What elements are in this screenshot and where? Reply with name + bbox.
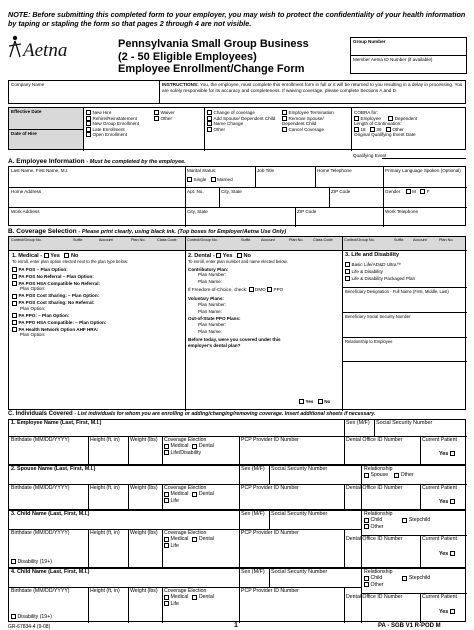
logo-text: Aetna [23,40,68,61]
child1-rel-other-option[interactable]: Other [364,524,430,530]
qualifying-event-label: Qualifying Event [353,153,387,158]
apt-field[interactable]: Apt. No. [187,189,204,194]
spouse-ssn-field[interactable]: Social Security Number [271,466,328,472]
employee-current-yes[interactable]: Yes [439,451,456,457]
employee-name-c-field[interactable]: 1. Employee Name (Last, First, M.I.) [11,420,102,426]
ppo-option[interactable]: PPO [267,287,283,292]
use-head-suffix-3: Suffix [394,238,404,242]
single-option[interactable]: Single [187,177,206,182]
spouse-relationship-label: Relationship [364,466,393,472]
job-title-field[interactable]: Job Title [257,168,275,173]
out-of-state-plan-name[interactable]: Plan Name: [198,328,223,334]
pa-ppo-hsa-option[interactable]: PA PPO HSA Compatible: – Plan Option: [12,320,182,326]
child2-relationship [364,570,430,588]
child1-individual-block [8,510,466,568]
coverage-selection-grid [8,236,466,410]
title-line-1: Pennsylvania Small Group Business [118,38,309,50]
spouse-weight-field[interactable]: Weight (lbs) [130,485,158,491]
gender-f-option[interactable]: F [420,189,429,194]
child2-dental-office-field[interactable]: Dental Office ID Number [346,594,403,600]
change-coverage-option[interactable]: Change of coverage [207,110,277,116]
employee-dental-option[interactable]: Dental [192,443,214,449]
use-head-group-2: Control/Group No. [187,238,218,242]
work-zip-field[interactable]: ZIP Code [297,209,317,214]
dmo-option[interactable]: DMO [249,287,266,292]
child1-rel-child-option[interactable]: Child [364,517,382,523]
child1-name-field[interactable]: 3. Child Name (Last, First, M.I.) [11,511,90,517]
employee-current-patient-label: Current Patient [422,437,457,443]
length-36-option[interactable]: 36 [370,127,382,132]
termination-option[interactable]: Employee Termination [282,110,342,116]
medical-yes-option[interactable]: Yes [44,253,60,259]
cobra-employee-option[interactable]: Employee [354,116,381,121]
home-zip-field[interactable]: ZIP Code [331,189,351,194]
dental-label: 2. Dental - [188,252,215,259]
language-field[interactable]: Primary Language Spoken (Optional) [385,168,461,173]
name-change-option[interactable]: Name Change [207,121,277,127]
section-b-heading [8,228,286,235]
medical-block [12,253,182,338]
child2-coverage-election [164,589,214,607]
employee-medical-option[interactable]: Medical [164,443,188,449]
spouse-sex-field[interactable]: Sex (M/F) [241,466,265,472]
child1-rel-stepchild-option[interactable]: Stepchild [402,517,430,523]
gender-m-option[interactable]: M [406,189,416,194]
child1-dental-option[interactable]: Dental [192,536,214,542]
length-18-option[interactable]: 18 [354,127,366,132]
use-head-plan-3: Plan No. [439,238,454,242]
use-head-account-1: Account [99,238,113,242]
section-c-subtitle: - List individuals for whom you are enrolling or adding/changing/removing coverage. Insert additional sheets if necessary. [74,411,376,417]
child2-individual-block [8,568,466,622]
spouse-dental-office-field[interactable]: Dental Office ID Number [346,485,403,491]
spouse-birthdate-field[interactable]: Birthdate (MM/DD/YYYY) [11,485,70,491]
cobra-block [354,110,464,138]
spouse-rel-spouse-option[interactable]: Spouse [364,472,388,478]
use-head-account-2: Account [261,238,275,242]
spouse-coverage-election [164,486,214,504]
company-name-label: Company Name [11,82,45,87]
contributory-plan-number[interactable]: Plan Number: [198,272,227,278]
use-head-account-3: Account [413,238,427,242]
remove-spouse-option[interactable]: Remove Spouse/ Dependent Child [282,115,324,126]
date-of-hire-label: Date of Hire [11,131,37,136]
child1-life-option[interactable]: Life [164,543,214,549]
child1-pcp-field[interactable]: PCP Provider ID Number [241,530,299,536]
aetna-figure-icon [8,35,22,59]
pa-health-network-option[interactable]: PA Health Network Option AHF HRA: [12,327,182,333]
new-group-option[interactable]: New Group Enrollment [86,121,139,127]
child1-ssn-field[interactable]: Social Security Number [271,511,328,517]
dental-no-option[interactable]: No [237,253,251,259]
employee-weight-field[interactable]: Weight (lbs) [130,437,158,443]
pa-pos-cost-sharing-nr-plan: Plan Option: [20,305,46,311]
marital-status [187,168,233,182]
section-b-title: B. Coverage Selection [8,228,77,235]
employee-info-grid [8,166,466,226]
child1-disability-option[interactable]: Disability (19+) [11,559,52,565]
spouse-medical-option[interactable]: Medical [164,491,188,497]
employee-sex-field[interactable]: Sex (M/F) [346,420,370,426]
child1-weight-field[interactable]: Weight (lbs) [130,530,158,536]
spouse-relationship [364,467,414,479]
spouse-life-option[interactable]: Life [164,498,214,504]
out-of-state-plan-number[interactable]: Plan Number: [198,321,227,327]
spouse-height-field[interactable]: Height (ft, in) [90,485,120,491]
spouse-dental-option[interactable]: Dental [192,491,214,497]
event-col-3 [207,110,277,132]
rehire-option[interactable]: Rehire/Reinstatement [86,116,139,122]
child2-life-option[interactable]: Life [164,601,214,607]
covered-before-question: Before today, were you covered under this employer's dental plan? [188,337,281,348]
out-of-state-label: Out-of-State PPO Plans: [188,316,241,322]
employee-life-option[interactable]: Life/Disability [164,450,214,456]
child1-relationship-label: Relationship [364,511,393,517]
spouse-current-yes[interactable]: Yes [439,499,456,505]
form-code: PA - SGB V1 R-POD M [378,623,441,629]
work-address-field[interactable]: Work Address [11,209,40,214]
employee-height-field[interactable]: Height (ft, in) [90,437,120,443]
contributory-plan-label: Contributory Plan: [188,266,229,272]
freedom-of-choice: If Freedom-of-Choice, check: DMO PPO [188,286,284,292]
member-id-field[interactable] [351,56,466,63]
pa-health-network-plan: Plan Option: [20,332,46,338]
work-city-state-field[interactable]: City, State [187,209,208,214]
section-a-title: A. Employee Information [8,158,85,165]
spouse-pcp-field[interactable]: PCP Provider ID Number [241,485,299,491]
child1-sex-field[interactable]: Sex (M/F) [241,511,265,517]
spouse-individual-block [8,465,466,510]
other-option[interactable]: Other [154,116,175,122]
medical-label: 1. Medical - [12,252,43,259]
dental-help: To enroll, enter plan number and name elected below. [188,259,288,265]
gender-field: Gender M F [385,189,430,194]
event-section [8,107,466,150]
child2-height-field[interactable]: Height (ft, in) [90,588,120,594]
child1-relationship [364,512,430,530]
instructions [162,82,464,93]
dental-yes-option[interactable]: Yes [216,253,232,259]
child2-name-field[interactable]: 4. Child Name (Last, First, M.I.) [11,569,90,575]
spouse-current-patient-label: Current Patient [422,485,457,491]
child2-birthdate-field[interactable]: Birthdate (MM/DD/YYYY) [11,588,70,594]
employee-coverage-election [164,438,214,456]
use-head-plan-2: Plan No. [289,238,304,242]
covered-before-answers [299,399,330,405]
employee-ssn-field[interactable]: Social Security Number [376,420,433,426]
child2-dental-option[interactable]: Dental [192,594,214,600]
employee-individual-block [8,419,466,465]
beneficiary-ssn-field[interactable]: Beneficiary Social Security Number [345,314,411,319]
child2-weight-field[interactable]: Weight (lbs) [130,588,158,594]
original-event-date-label: Original Qualifying Event Date [354,132,416,137]
child2-current-patient-label: Current Patient [422,594,457,600]
marital-label: Marital Status: [187,168,217,173]
child1-dental-office-field[interactable]: Dental Office ID Number [346,536,403,542]
instructions-text: You, the employee, must complete this enrollment form in full or it will be returned to you resulting in a delay in processing. You are solely responsible for its accuracy and completeness. If waiving coverage, please complete Sections A and D. [162,82,463,93]
length-continuation-label: Length of Continuation: [354,121,402,126]
pa-pos-hsa-plan-option: Plan Option: [20,286,46,292]
covered-no-option[interactable]: No [318,399,331,404]
medical-help: To enroll, enter plan option elected next to the plan type below: [12,259,129,265]
section-a-subtitle: - Must be completed by the employee. [86,159,186,165]
aetna-logo [10,40,67,62]
employee-pcp-field[interactable]: PCP Provider ID Number [241,437,299,443]
voluntary-plan-name[interactable]: Plan Name: [198,308,223,314]
use-head-suffix-1: Suffix [73,238,83,242]
use-head-plan-1: Plan No. [131,238,146,242]
child1-birthdate-field[interactable]: Birthdate (MM/DD/YYYY) [11,530,70,536]
child1-medical-option[interactable]: Medical [164,536,188,542]
length-other-option[interactable]: Other [386,127,404,132]
child2-current-yes[interactable]: Yes [439,609,456,615]
event-col-4 [282,110,342,132]
open-enrollment-option[interactable]: Open Enrollment [86,132,139,138]
child1-height-field[interactable]: Height (ft, in) [90,530,120,536]
child1-coverage-label: Coverage Election [164,530,207,536]
other-change-option[interactable]: Other [207,127,277,133]
married-option[interactable]: Married [211,177,233,182]
title-line-2: (2 - 50 Eligible Employees) [118,50,257,63]
instructions-heading: INSTRUCTIONS: [162,82,199,87]
use-head-group-1: Control/Group No. [11,238,42,242]
dental-block [188,253,340,348]
cobra-dependent-option[interactable]: Dependent [388,116,417,121]
voluntary-plan-number[interactable]: Plan Number: [198,301,227,307]
group-number-box [350,37,467,74]
life-packaged-option[interactable]: Life & Disability Packaged Plan [345,276,465,282]
home-phone-field[interactable]: Home Telephone [317,168,352,173]
child2-pcp-field[interactable]: PCP Provider ID Number [241,588,299,594]
cancel-coverage-option[interactable]: Cancel Coverage [282,127,342,133]
section-c-heading [8,411,375,417]
child2-rel-stepchild-option[interactable]: Stepchild [402,575,430,581]
use-head-suffix-2: Suffix [241,238,251,242]
add-spouse-option[interactable]: Add Spouse/ Dependent Child [207,116,277,122]
work-phone-field[interactable]: Work Telephone [385,209,419,214]
child2-sex-field[interactable]: Sex (M/F) [241,569,265,575]
employee-coverage-label: Coverage Election [164,437,207,443]
group-number-field[interactable] [351,38,466,56]
company-row [8,80,466,104]
section-b-subtitle: - Please print clearly, using black ink. (Top boxes for Employer/Aetna Use Only) [78,229,287,235]
title-line-3: Employee Enrollment/Change Form [118,63,305,75]
child2-coverage-label: Coverage Election [164,588,207,594]
child1-current-yes[interactable]: Yes [439,551,456,557]
pa-pos-option[interactable]: PA POS – Plan Option: [12,267,182,273]
child1-coverage-election [164,531,214,549]
covered-yes-option[interactable]: Yes [299,399,313,404]
use-head-class-2: Class Code [313,238,333,242]
pa-ppo-option[interactable]: PA PPO: – Plan Option: [12,313,182,319]
pa-pos-no-referral-option[interactable]: PA POS No Referral – Plan Option: [12,274,182,280]
group-number-label: Group Number [353,39,386,44]
voluntary-plans-label: Voluntary Plans: [188,296,224,302]
child2-ssn-field[interactable]: Social Security Number [271,569,328,575]
spouse-name-field[interactable]: 2. Spouse Name (Last, First, M.I.) [11,466,96,472]
home-city-state-field[interactable]: City, State [221,189,242,194]
employee-name-field[interactable]: Last Name, First Name, M.I. [11,168,69,173]
life-block [345,253,465,281]
new-hire-option[interactable]: New Hire [86,110,139,116]
pa-pos-cost-sharing-option[interactable]: PA POS Cost Sharing: – Plan Option: [12,293,182,299]
child2-medical-option[interactable]: Medical [164,594,188,600]
section-a-heading [8,158,186,165]
use-head-group-3: Control/Group No. [344,238,375,242]
beneficiary-name-field[interactable]: Beneficiary Designation - Full Name (First, Middle, Last) [345,289,449,294]
relationship-to-employee-field[interactable]: Relationship to Employee [345,339,393,344]
home-address-field[interactable]: Home Address [11,189,42,194]
section-c-title: C. Individuals Covered [8,411,73,417]
spouse-rel-other-option[interactable]: Other [394,472,413,478]
child2-disability-option[interactable]: Disability (19+) [11,614,52,620]
use-head-class-1: Class Code [157,238,177,242]
employee-birthdate-field[interactable]: Birthdate (MM/DD/YYYY) [11,437,70,443]
waiver-option[interactable]: Waiver [154,110,175,116]
child1-current-patient-label: Current Patient [422,536,457,542]
confidentiality-note: NOTE: Before submitting this completed form to your employer, you may wish to protect the confidentiality of your health information by taping or stapling the form so that pages 2 through 4 are not visible. [8,10,466,28]
form-title [118,38,309,76]
pa-pos-hsa-option[interactable]: PA POS HSA Compatible No Referral: [12,281,182,287]
late-enrollment-option[interactable]: Late Enrollment [86,127,139,133]
medical-no-option[interactable]: No [64,253,78,259]
event-col-1 [86,110,139,138]
contributory-plan-name[interactable]: Plan Name: [198,279,223,285]
pa-pos-cost-sharing-nr-option[interactable]: PA POS Cost Sharing: No Referral: [12,300,182,306]
page-number: 1 [234,622,238,629]
child2-relationship-label: Relationship [364,569,393,575]
cobra-for-label: COBRA for: [354,110,378,115]
member-id-label: Member Aetna ID Number (if available) [353,57,433,62]
spouse-coverage-label: Coverage Election [164,485,207,491]
life-label: 3. Life and Disability [345,252,400,258]
form-number: GR-67834-4 (9-08) [8,624,51,630]
event-col-2 [154,110,175,121]
life-disability-option[interactable]: Life & Disability [345,269,465,275]
child2-rel-child-option[interactable]: Child [364,575,382,581]
employee-dental-office-field[interactable]: Dental Office ID Number [346,437,403,443]
effective-date-label: Effective Date [11,109,42,114]
child2-rel-other-option[interactable]: Other [364,582,430,588]
basic-life-option[interactable]: Basic Life/AD&D Ultra™ [345,262,465,268]
